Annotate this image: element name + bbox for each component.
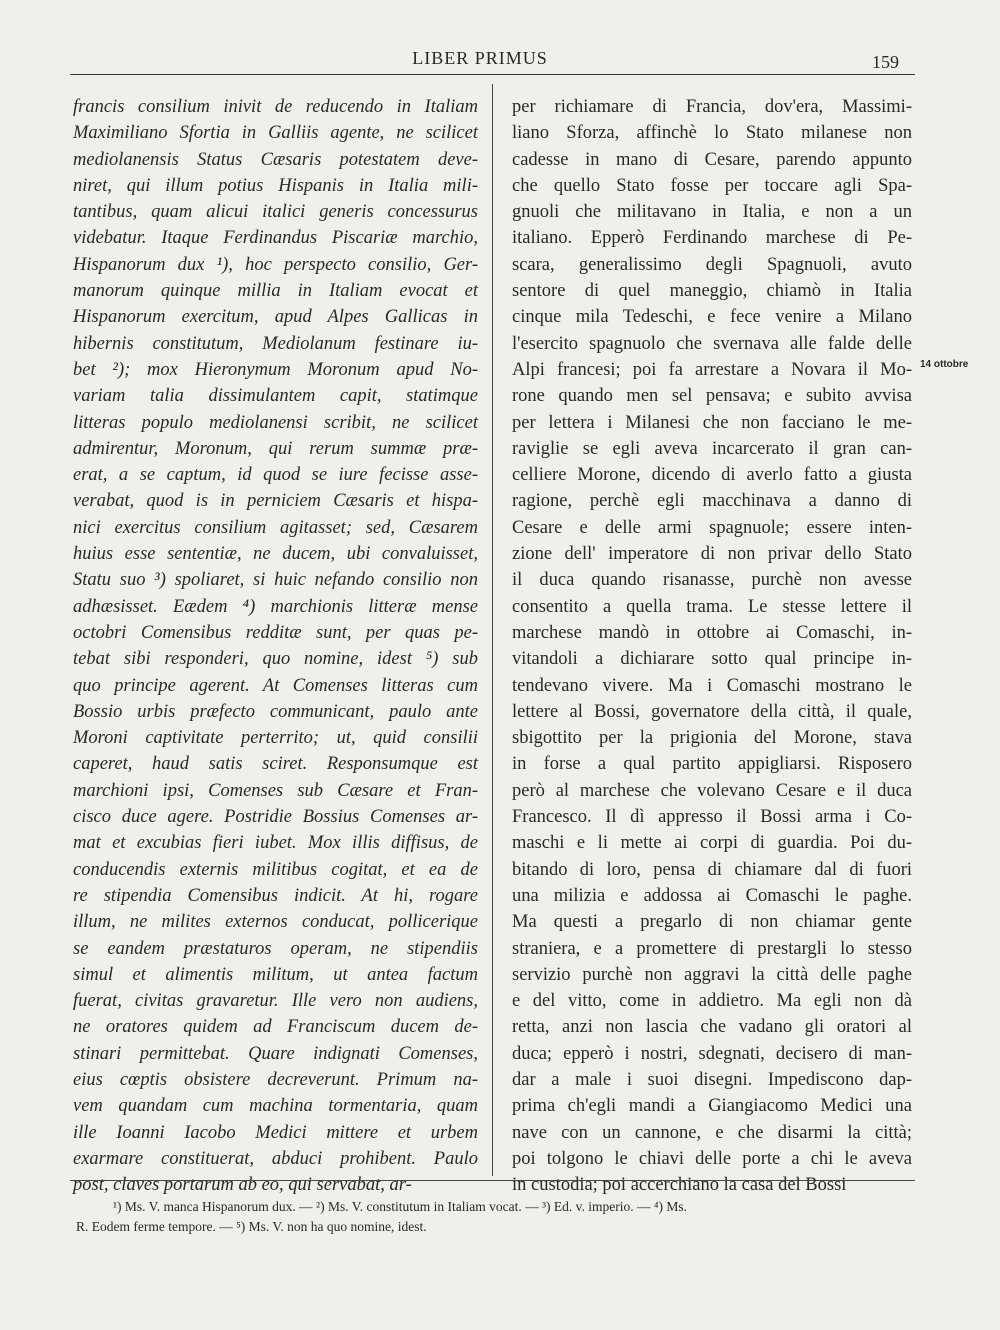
latin-text-line: eius cœptis obsistere decreverunt. Primum na- <box>73 1069 478 1090</box>
italian-text-line: in forse a qual partito appigliarsi. Risposero <box>512 754 912 775</box>
latin-text-line: Hispanorum dux ¹), hoc perspecto consilio, Ger- <box>73 254 478 275</box>
latin-text-line: post, claves portarum ab eo, qui servabat, ar- <box>73 1175 412 1196</box>
italian-text-line: ragione, perchè egli macchinava a danno di <box>512 491 912 512</box>
italian-text-line: poi tolgono le chiavi delle porte a chi le aveva <box>512 1148 912 1169</box>
italian-text-line: scara, generalissimo degli Spagnuoli, avuto <box>512 254 912 275</box>
latin-text-line: bet ²); mox Hieronymum Moronum apud No- <box>73 359 478 380</box>
latin-text-line: re stipendia Comensibus indicit. At hi, rogare <box>73 885 478 906</box>
latin-text-line: mat et excubias fieri iubet. Mox illis diffisus, de <box>73 833 478 854</box>
latin-text-line: videbatur. Itaque Ferdinandus Piscariæ marchio, <box>73 228 478 249</box>
italian-text-line: rone quando men sel pensava; e subito avvisa <box>512 386 912 407</box>
latin-text-line: tebat sibi responderi, quo nomine, idest ⁵) sub <box>73 649 478 670</box>
latin-text-line: caperet, haud satis sciret. Responsumque est <box>73 754 478 775</box>
italian-text-line: maschi e li mette ai corpi di guardia. Poi du- <box>512 833 912 854</box>
footnote-line: R. Eodem ferme tempore. — ⁵) Ms. V. non ha quo nomine, idest. <box>76 1219 427 1234</box>
latin-text-line: admirentur, Moronum, qui rerum summæ præ- <box>73 438 478 459</box>
latin-text-line: Hispanorum exercitum, apud Alpes Gallicas in <box>73 307 478 328</box>
italian-text-line: servizio purchè non aggravi la città delle paghe <box>512 964 912 985</box>
italian-text-line: straniera, e a promettere di prestargli lo stesso <box>512 938 912 959</box>
italian-text-line: Francesco. Il dì appresso il Bossi arma i Co- <box>512 807 912 828</box>
header-rule <box>70 74 915 75</box>
latin-text-line: se eandem præstaturos operam, ne stipendiis <box>73 938 478 959</box>
latin-text-line: variam talia dissimulantem capit, statimque <box>73 386 478 407</box>
latin-text-line: tantibus, quam alicui italici generis concessurus <box>73 202 478 223</box>
italian-text-line: Cesare e delle armi spagnuole; essere inten- <box>512 517 912 538</box>
latin-text-line: ille Ioanni Iacobo Medici mittere et urbem <box>73 1122 478 1143</box>
italian-text-line: Alpi francesi; poi fa arrestare a Novara il Mo- <box>512 359 912 380</box>
latin-text-line: manorum quinque millia in Italiam evocat et <box>73 281 478 302</box>
latin-text-line: hibernis constitutum, Mediolanum festinare iu- <box>73 333 478 354</box>
italian-text-line: duca; epperò i nostri, sdegnati, decisero di man- <box>512 1043 912 1064</box>
italian-text-line: tendevano vivere. Ma i Comaschi mostrano le <box>512 675 912 696</box>
latin-text-line: stinari permittebat. Quare indignati Comenses, <box>73 1043 478 1064</box>
italian-text-line: Ma questi a pregarlo di non chiamar gente <box>512 912 912 933</box>
footnote-line: ¹) Ms. V. manca Hispanorum dux. — ²) Ms. V. constitutum in Italiam vocat. — ³) Ed. v. imperio. — ⁴) Ms. <box>113 1199 688 1214</box>
italian-text-line: marchese mandò in ottobre ai Comaschi, in- <box>512 622 912 643</box>
latin-text-line: Statu suo ³) spoliaret, si huic nefando consilio non <box>73 570 478 591</box>
latin-text-line: erat, a se captum, id quod se iure fecisse asse- <box>73 465 478 486</box>
italian-text-line: cinque mila Tedeschi, e fece venire a Milano <box>512 307 912 328</box>
italian-text-line: italiano. Epperò Ferdinando marchese di Pe- <box>512 228 912 249</box>
latin-text-line: octobri Comensibus redditæ sunt, per quas pe- <box>73 622 478 643</box>
italian-text-line: in custodia; poi accerchiano la casa del Bossi <box>512 1175 847 1196</box>
italian-text-line: prima ch'egli mandi a Giangiacomo Medici una <box>512 1096 912 1117</box>
latin-text-line: Bossio urbis præfecto communicant, paulo ante <box>73 701 478 722</box>
latin-text-line: simul et alimentis militum, ut antea factum <box>73 964 478 985</box>
italian-text-line: bitando di loro, pensa di chiamare dal di fuori <box>512 859 912 880</box>
italian-text-line: per richiamare di Francia, dov'era, Massimi- <box>512 97 912 117</box>
latin-text-line: fuerat, civitas gravaretur. Ille vero non audiens, <box>73 991 478 1012</box>
italian-text-line: il duca quando risanasse, purchè non avesse <box>512 570 912 591</box>
latin-text-line: Moroni captivitate perterrito; ut, quid consilii <box>73 728 478 749</box>
latin-text-line: quo principe agerent. At Comenses litteras cum <box>73 675 478 696</box>
italian-text-line: zione dell' imperatore di non privar dello Stato <box>512 544 912 565</box>
latin-text-line: adhæsisset. Eædem ⁴) marchionis litteræ mense <box>73 596 478 617</box>
latin-text-line: nici exercitus consilium agitasset; sed, Cæsarem <box>73 517 478 538</box>
latin-text-line: huius esse sententiæ, ne ducem, ubi convaluisset, <box>73 544 478 565</box>
italian-text-line: cadesse in mano di Cesare, parendo appunto <box>512 149 912 170</box>
latin-text-line: exarmare constituerat, abduci prohibent. Paulo <box>73 1148 478 1169</box>
italian-text-line: retta, anzi non lascia che vadano gli oratori al <box>512 1017 912 1038</box>
latin-text-line: cisco duce agere. Postridie Bossius Comenses ar- <box>73 807 478 828</box>
latin-text-line: illum, ne milites externos conducat, pollicerique <box>73 912 478 933</box>
italian-text-line: sbigottito per la prigionia del Morone, stava <box>512 728 912 749</box>
italian-text-line: celliere Morone, dicendo di averlo fatto a giusta <box>512 465 912 486</box>
italian-text-line: nave con un cannone, e che disarmi la città; <box>512 1122 912 1143</box>
footnotes <box>76 1197 916 1237</box>
latin-text-line: niret, qui illum potius Hispanis in Italia mili- <box>73 175 478 196</box>
italian-text-line: liano Sforza, affinchè lo Stato milanese non <box>512 123 912 144</box>
latin-text-line: litteras populo mediolanensi scribit, ne scilicet <box>73 412 478 433</box>
latin-text-column <box>73 94 478 1198</box>
italian-text-line: gnuoli che militavano in Italia, e non a un <box>512 202 912 223</box>
running-head-title: LIBER PRIMUS <box>412 48 548 68</box>
italian-text-line: consentito a quella trama. Le stesse lettere il <box>512 596 912 617</box>
italian-text-line: dar a male i suoi disegni. Impediscono dap- <box>512 1069 912 1090</box>
italian-text-line: per lettera i Milanesi che non facciano le me- <box>512 412 912 433</box>
italian-text-column <box>512 94 912 1198</box>
footnote-rule <box>70 1180 915 1181</box>
italian-text-line: raviglie se egli aveva incarcerato il gran can- <box>512 438 912 459</box>
latin-text-line: vem quandam cum machina tormentaria, quam <box>73 1096 478 1117</box>
italian-text-line: e del vitto, come in addietro. Ma egli non dà <box>512 991 912 1012</box>
margin-note-date: 14 ottobre <box>920 359 969 370</box>
italian-text-line: però al marchese che volevano Cesare e il duca <box>512 780 912 801</box>
column-divider <box>492 84 493 1176</box>
latin-text-line: marchioni ipsi, Comenses sub Cæsare et Fran- <box>73 780 478 801</box>
italian-text-line: lettere al Bossi, governatore della città, il quale, <box>512 701 912 722</box>
italian-text-line: che quello Stato fosse per toccare agli Spa- <box>512 175 912 196</box>
italian-text-line: vitandoli a dichiarare sotto qual principe in- <box>512 649 912 670</box>
latin-text-line: ne oratores quidem ad Franciscum ducem de- <box>73 1017 478 1038</box>
page-number: 159 <box>872 52 899 72</box>
italian-text-line: l'esercito spagnuolo che svernava alle falde delle <box>512 333 912 354</box>
latin-text-line: mediolanensis Status Cæsaris potestatem deve- <box>73 149 478 170</box>
italian-text-line: sentore di quel maneggio, chiamò in Italia <box>512 281 912 302</box>
italian-text-line: una milizia e addossa ai Comaschi le paghe. <box>512 885 912 906</box>
latin-text-line: verabat, quod is in perniciem Cæsaris et hispa- <box>73 491 478 512</box>
latin-text-line: francis consilium inivit de reducendo in Italiam <box>73 97 478 117</box>
latin-text-line: Maximiliano Sfortia in Galliis agente, ne scilicet <box>73 123 478 144</box>
latin-text-line: conducendis externis militibus cogitat, et ea de <box>73 859 478 880</box>
